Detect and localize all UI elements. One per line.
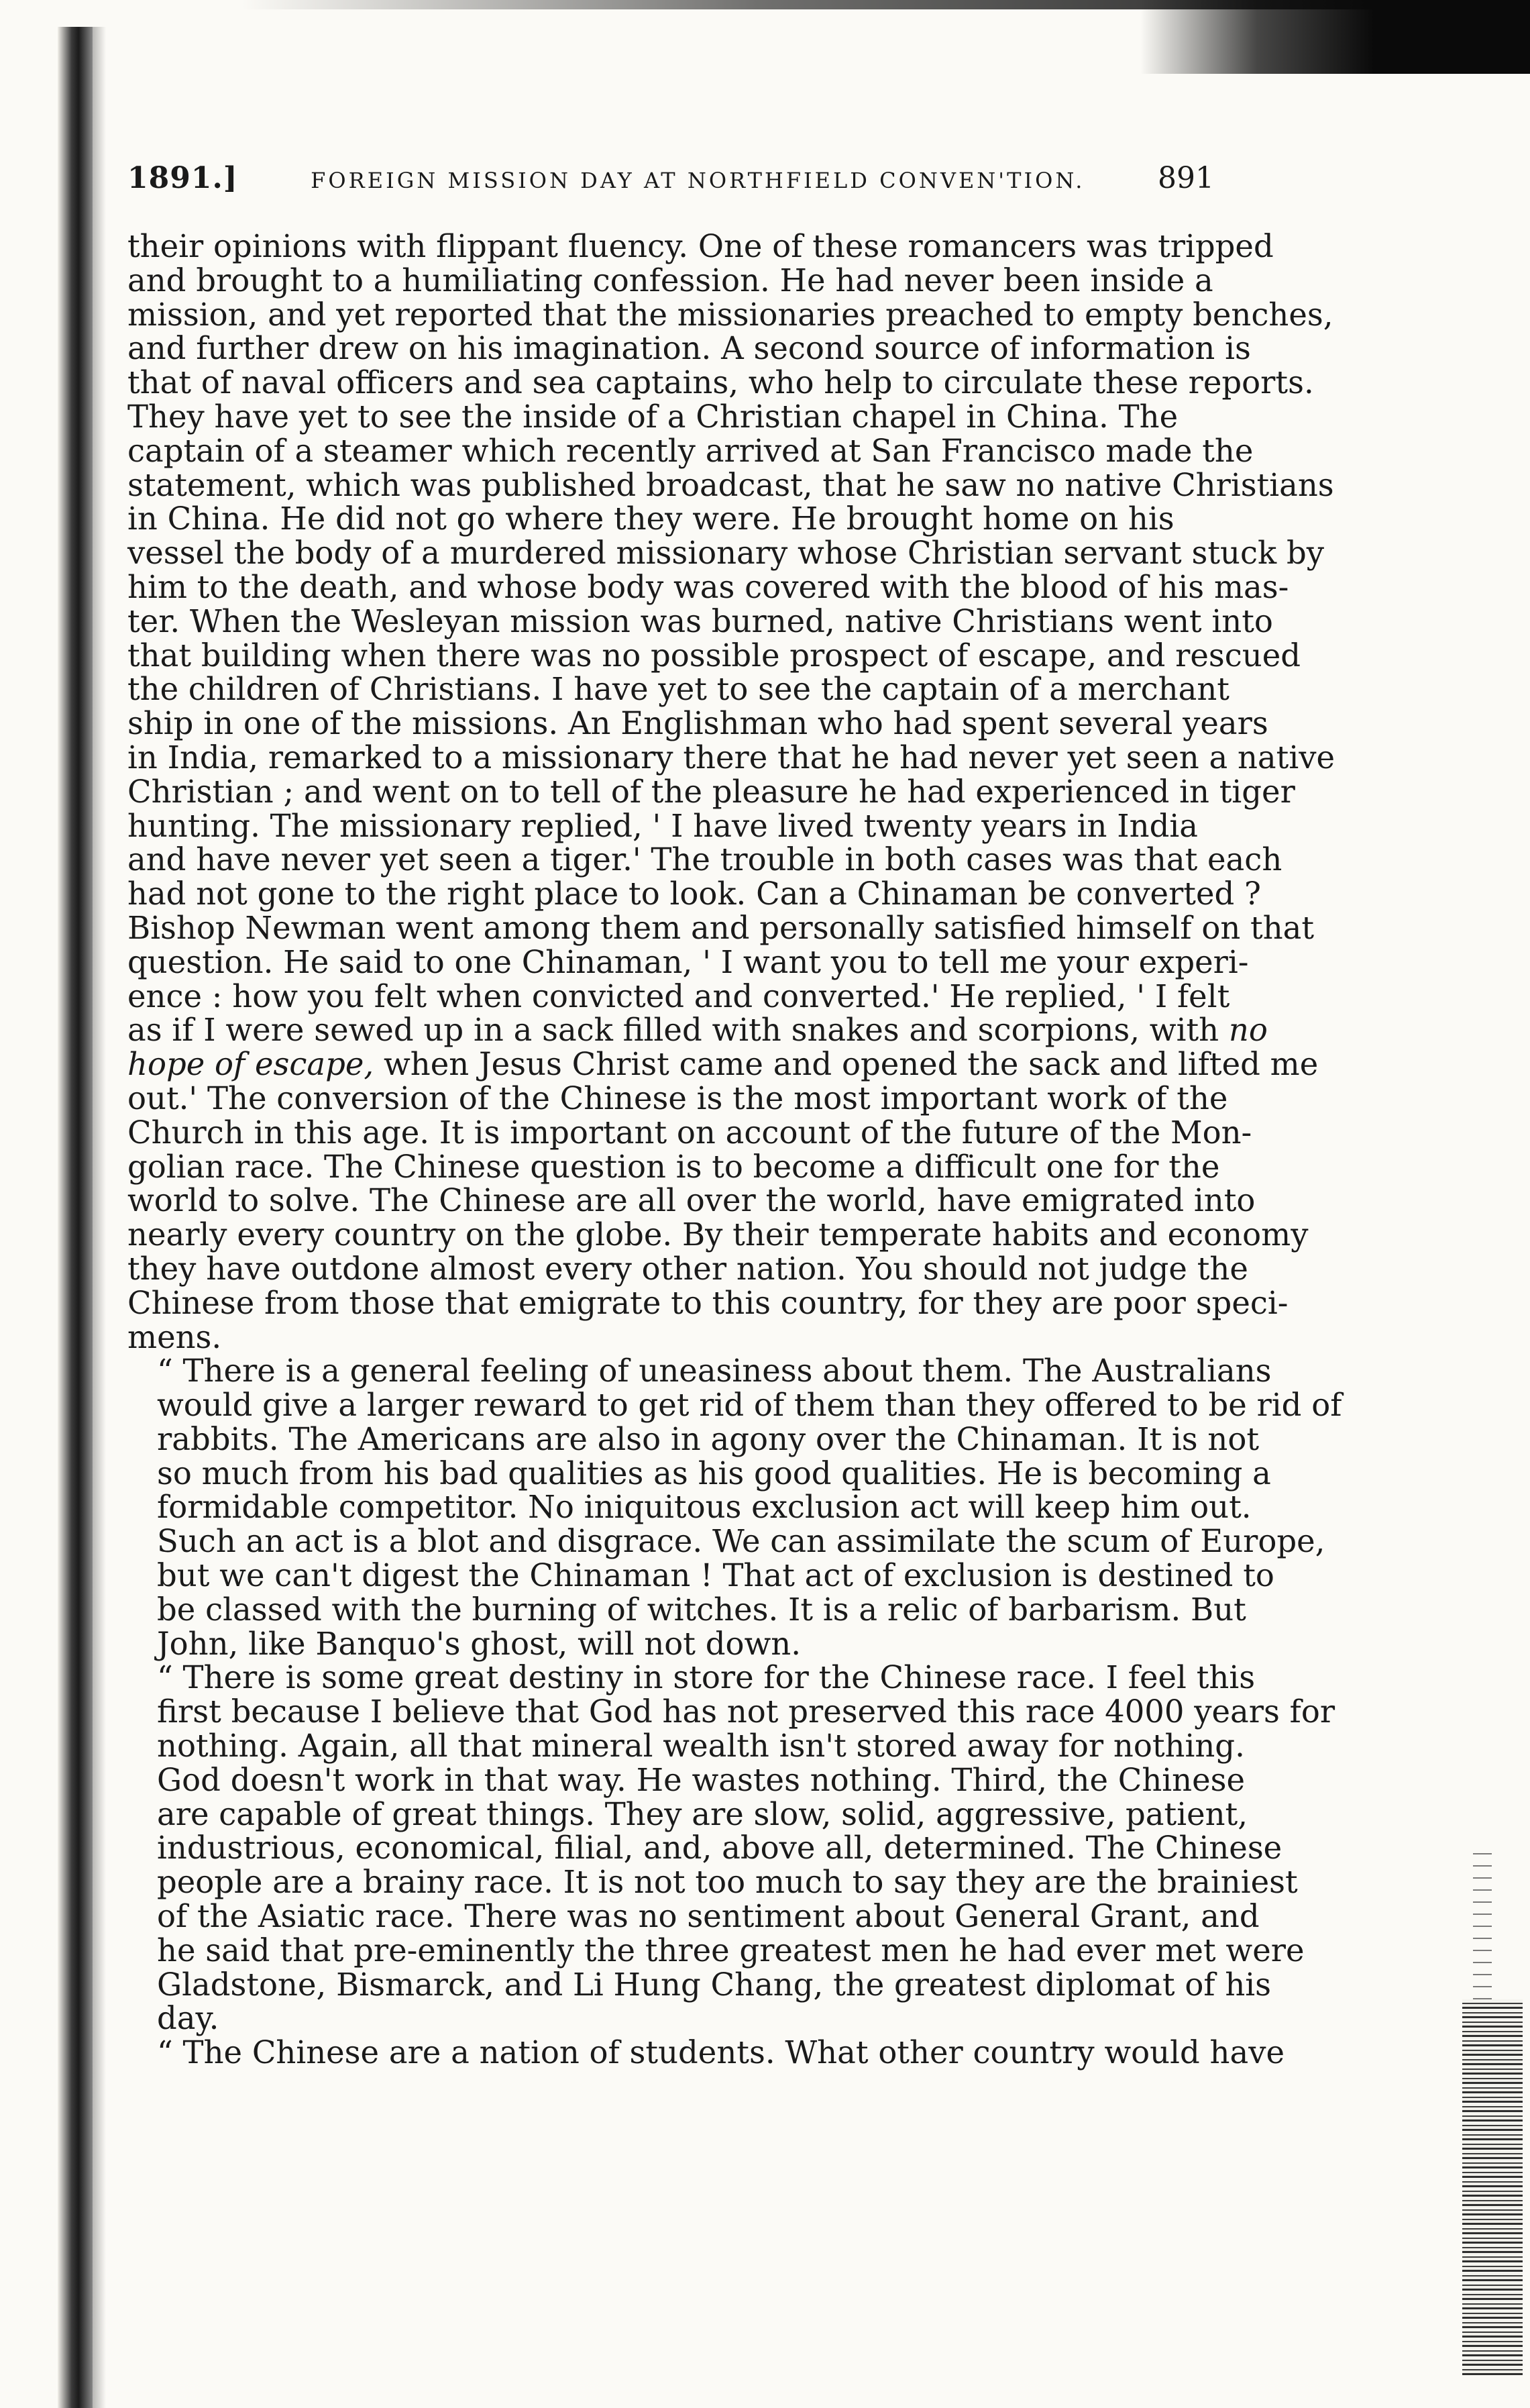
running-head (127, 161, 1214, 201)
text-line: rabbits. The Americans are also in agony over the Chinaman. It is not (157, 1420, 1260, 1457)
text-line: “ The Chinese are a nation of students. What other country would have (157, 2034, 1285, 2071)
text-line: God doesn't work in that way. He wastes nothing. Third, the Chinese (157, 1761, 1246, 1798)
text-line: are capable of great things. They are slow, solid, aggressive, patient, (157, 1795, 1248, 1832)
body-text (127, 228, 1342, 2071)
text-line: in India, remarked to a missionary there that he had never yet seen a native (127, 739, 1335, 776)
text-line: so much from his bad qualities as his good qualities. He is becoming a (157, 1455, 1271, 1491)
text-line: “ There is a general feeling of uneasiness about them. The Australians (157, 1353, 1272, 1390)
text-line: Christian ; and went on to tell of the pleasure he had experienced in tiger (127, 773, 1295, 810)
scan-top-shadow (1140, 0, 1530, 74)
text-line: formidable competitor. No iniquitous exclusion act will keep him out. (157, 1489, 1252, 1526)
text-line: and brought to a humiliating confession. He had never been inside a (127, 262, 1213, 299)
italic-text: hope of escape, (127, 1046, 374, 1083)
text-segment: when Jesus Christ came and opened the sack and lifted me (374, 1046, 1319, 1083)
running-head-title: FOREIGN MISSION DAY AT NORTHFIELD CONVEN'TION. (311, 168, 1085, 193)
text-line-with-italic (127, 1046, 1319, 1083)
text-line: would give a larger reward to get rid of them than they offered to be rid of (157, 1387, 1342, 1424)
text-line: Bishop Newman went among them and personally satisfied himself on that (127, 909, 1315, 946)
running-head-year: 1891.] (127, 161, 238, 195)
text-line: ter. When the Wesleyan mission was burned, native Christians went into (127, 603, 1273, 639)
text-line: of the Asiatic race. There was no sentiment about General Grant, and (157, 1898, 1260, 1935)
text-line: they have outdone almost every other nation. You should not judge the (127, 1250, 1248, 1287)
scan-binding-edge (58, 27, 93, 2408)
text-line: first because I believe that God has not preserved this race 4000 years for (157, 1693, 1335, 1730)
text-line: and further drew on his imagination. A second source of information is (127, 330, 1251, 367)
text-line: John, like Banquo's ghost, will not down. (157, 1625, 802, 1662)
text-line: Chinese from those that emigrate to this country, for they are poor speci- (127, 1284, 1289, 1321)
paragraph-1 (127, 228, 1335, 1355)
text-line: mens. (127, 1318, 222, 1355)
text-line-with-italic (127, 1012, 1268, 1049)
text-line: Church in this age. It is important on account of the future of the Mon- (127, 1114, 1252, 1151)
text-line: vessel the body of a murdered missionary whose Christian servant stuck by (127, 535, 1325, 572)
text-line: day. (157, 2000, 219, 2037)
text-line: the children of Christians. I have yet to see the captain of a merchant (127, 671, 1230, 708)
text-line: statement, which was published broadcast, that he saw no native Christians (127, 466, 1334, 503)
text-line: that of naval officers and sea captains, who help to circulate these reports. (127, 364, 1314, 401)
paragraph-4 (127, 2034, 1285, 2071)
text-line: had not gone to the right place to look. Can a Chinaman be converted ? (127, 876, 1261, 912)
text-line: ence : how you felt when convicted and converted.' He replied, ' I felt (127, 978, 1230, 1014)
page-number: 891 (1158, 161, 1214, 195)
text-line: industrious, economical, filial, and, above all, determined. The Chinese (157, 1830, 1282, 1867)
text-line: but we can't digest the Chinaman ! That act of exclusion is destined to (157, 1557, 1274, 1594)
paragraph-2 (127, 1353, 1342, 1662)
text-line: in China. He did not go where they were. He brought home on his (127, 501, 1174, 537)
italic-text: no (1228, 1012, 1268, 1049)
text-line: people are a brainy race. It is not too much to say they are the brainiest (157, 1864, 1298, 1901)
text-line: mission, and yet reported that the missionaries preached to empty benches, (127, 296, 1333, 333)
text-line: him to the death, and whose body was covered with the blood of his mas- (127, 568, 1289, 605)
text-line: They have yet to see the inside of a Christian chapel in China. The (127, 398, 1179, 435)
text-line: their opinions with flippant fluency. One of these romancers was tripped (127, 228, 1274, 264)
text-line: he said that pre-eminently the three greatest men he had ever met were (157, 1932, 1305, 1969)
text-line: ship in one of the missions. An Englishman who had spent several years (127, 705, 1268, 742)
text-line: “ There is some great destiny in store for the Chinese race. I feel this (157, 1659, 1256, 1696)
text-line: nearly every country on the globe. By their temperate habits and economy (127, 1216, 1309, 1253)
book-page (127, 161, 1342, 2071)
text-line: world to solve. The Chinese are all over the world, have emigrated into (127, 1182, 1256, 1219)
text-line: out.' The conversion of the Chinese is the most important work of the (127, 1080, 1228, 1116)
text-line: and have never yet seen a tiger.' The trouble in both cases was that each (127, 841, 1282, 878)
text-line: question. He said to one Chinaman, ' I want you to tell me your experi- (127, 943, 1249, 980)
text-segment: as if I were sewed up in a sack filled with snakes and scorpions, with (127, 1012, 1229, 1049)
scan-binding-shadow (93, 27, 106, 2408)
text-line: be classed with the burning of witches. It is a relic of barbarism. But (157, 1591, 1246, 1628)
text-line: captain of a steamer which recently arrived at San Francisco made the (127, 432, 1254, 469)
scan-right-noise (1473, 1852, 1492, 1999)
text-line: that building when there was no possible prospect of escape, and rescued (127, 637, 1301, 674)
text-line: golian race. The Chinese question is to become a difficult one for the (127, 1148, 1220, 1185)
text-line: Gladstone, Bismarck, and Li Hung Chang, the greatest diplomat of his (157, 1966, 1272, 2003)
text-line: Such an act is a blot and disgrace. We can assimilate the scum of Europe, (157, 1523, 1325, 1560)
text-line: nothing. Again, all that mineral wealth isn't stored away for nothing. (157, 1728, 1245, 1765)
text-line: hunting. The missionary replied, ' I have lived twenty years in India (127, 807, 1198, 844)
paragraph-3 (127, 1659, 1335, 2037)
scan-right-edge-artifact (1462, 1999, 1523, 2375)
